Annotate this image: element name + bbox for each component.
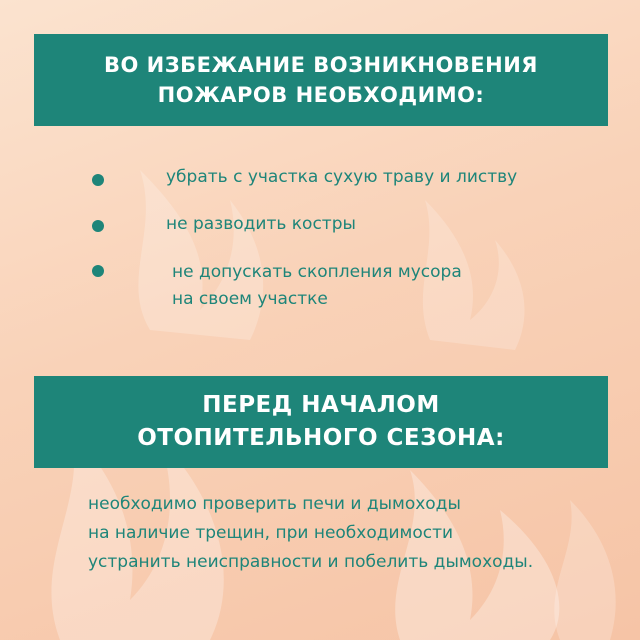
section2-text: необходимо проверить печи и дымоходы на наличие трещин, при необходимости устранить неисправности и побелить дымоходы. bbox=[88, 494, 534, 572]
section1-heading-banner bbox=[34, 34, 608, 126]
list-item-text: не разводить костры bbox=[166, 214, 356, 234]
section2-heading-banner bbox=[34, 376, 608, 468]
bullet-icon bbox=[92, 174, 104, 186]
list-item-text: убрать с участка сухую траву и листву bbox=[166, 167, 518, 187]
section2-heading: ПЕРЕД НАЧАЛОМ ОТОПИТЕЛЬНОГО СЕЗОНА: bbox=[137, 391, 505, 451]
bullet-icon bbox=[92, 265, 104, 277]
bullet-icon bbox=[92, 220, 104, 232]
section1-heading: ВО ИЗБЕЖАНИЕ ВОЗНИКНОВЕНИЯ ПОЖАРОВ НЕОБХОДИМО: bbox=[104, 52, 538, 107]
list-item-text: не допускать скопления мусора на своем участке bbox=[172, 262, 462, 309]
